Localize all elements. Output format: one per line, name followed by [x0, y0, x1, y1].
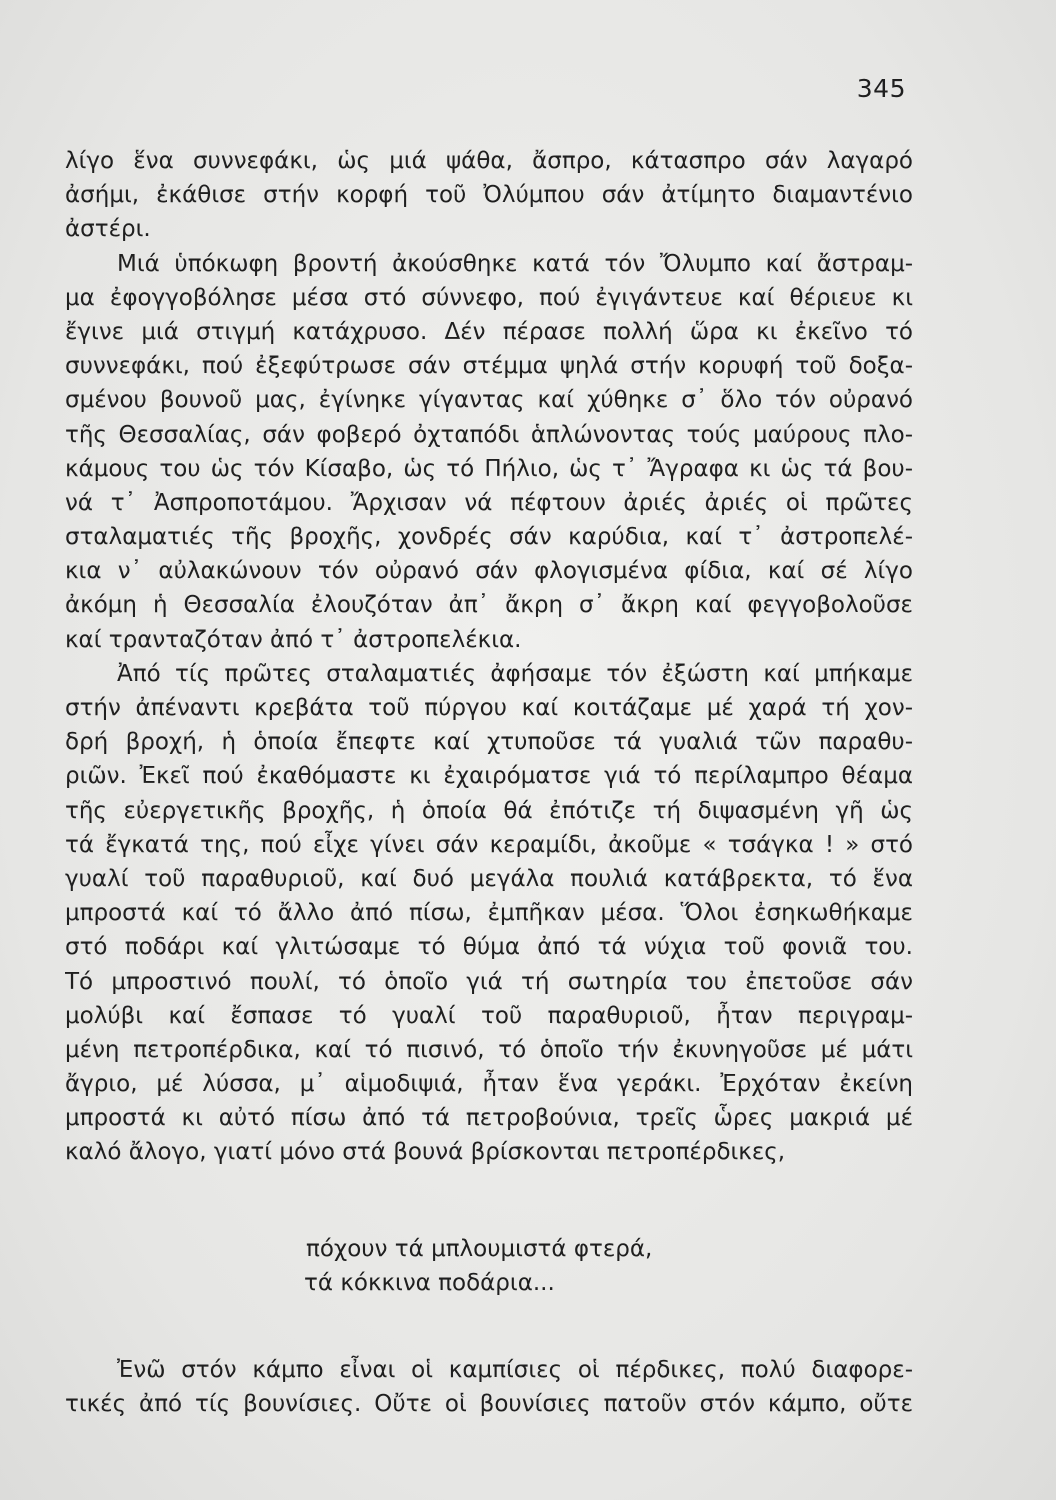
text-line: σμένου βουνοῦ μας, ἐγίνηκε γίγαντας καί χύθηκε σ᾽ ὅλο τόν οὐρανό [65, 387, 913, 414]
text-line: καλό ἄλογο, γιατί μόνο στά βουνά βρίσκονται πετροπέρδικες, [65, 1139, 786, 1166]
text-line: μπροστά καί τό ἄλλο ἀπό πίσω, ἐμπῆκαν μέσα. Ὅλοι ἐσηκωθήκαμε [65, 900, 913, 927]
text-line: μολύβι καί ἔσπασε τό γυαλί τοῦ παραθυριοῦ, ἦταν περιγραμ- [65, 1002, 913, 1029]
main-text-block [65, 144, 913, 1170]
text-line: τῆς Θεσσαλίας, σάν φοβερό ὀχταπόδι ἁπλώνοντας τούς μαύρους πλο- [65, 421, 913, 448]
text-line: ριῶν. Ἐκεῖ πού ἐκαθόμαστε κι ἐχαιρόματσε γιά τό περίλαμπρο θέαμα [65, 763, 913, 790]
text-line: δρή βροχή, ἡ ὁποία ἔπεφτε καί χτυποῦσε τά γυαλιά τῶν παραθυ- [65, 729, 913, 756]
text-line: κια ν᾽ αὐλακώνουν τόν οὐρανό σάν φλογισμένα φίδια, καί σέ λίγο [65, 558, 913, 585]
text-line: ἀσήμι, ἐκάθισε στήν κορφή τοῦ Ὀλύμπου σάν ἀτίμητο διαμαντένιο [65, 182, 913, 209]
text-line: μένη πετροπέρδικα, καί τό πισινό, τό ὁποῖο τήν ἐκυνηγοῦσε μέ μάτι [65, 1036, 913, 1063]
text-line: Τό μπροστινό πουλί, τό ὁποῖο γιά τή σωτηρία του ἐπετοῦσε σάν [65, 968, 913, 995]
closing-paragraph [65, 1353, 913, 1421]
text-line: καί τρανταζόταν ἀπό τ᾽ ἀστροπελέκια. [65, 626, 522, 653]
text-line: λίγο ἕνα συννεφάκι, ὡς μιά ψάθα, ἄσπρο, κάτασπρο σάν λαγαρό [65, 148, 913, 174]
page-number: 345 [856, 74, 906, 103]
text-line: συννεφάκι, πού ἐξεφύτρωσε σάν στέμμα ψηλά στήν κορυφή τοῦ δοξα- [65, 353, 913, 380]
text-line: Ἐνῶ στόν κάμπο εἶναι οἱ καμπίσιες οἱ πέρδικες, πολύ διαφορε- [117, 1357, 913, 1383]
text-line: μα ἐφογγοβόλησε μέσα στό σύννεφο, πού ἐγιγάντευε καί θέριευε κι [65, 284, 913, 311]
text-line: τικές ἀπό τίς βουνίσιες. Οὔτε οἱ βουνίσιες πατοῦν στόν κάμπο, οὔτε [65, 1391, 913, 1418]
verse-block [0, 1232, 1056, 1300]
text-line: στήν ἀπέναντι κρεβάτα τοῦ πύργου καί κοιτάζαμε μέ χαρά τή χον- [65, 695, 913, 721]
text-line: μπροστά κι αὐτό πίσω ἀπό τά πετροβούνια, τρεῖς ὧρες μακριά μέ [65, 1105, 913, 1132]
text-line: στό ποδάρι καί γλιτώσαμε τό θύμα ἀπό τά νύχια τοῦ φονιᾶ του. [65, 934, 913, 961]
text-line: ἄγριο, μέ λύσσα, μ᾽ αἱμοδιψιά, ἦταν ἕνα γεράκι. Ἐρχόταν ἐκείνη [65, 1071, 913, 1098]
verse-line: πόχουν τά μπλουμιστά φτερά, [306, 1236, 653, 1262]
text-line: νά τ᾽ Ἀσπροποτάμου. Ἄρχισαν νά πέφτουν ἀριές ἀριές οἱ πρῶτες [65, 489, 913, 516]
text-line: τά ἔγκατά της, πού εἶχε γίνει σάν κεραμίδι, ἀκοῦμε « τσάγκα ! » στό [65, 831, 913, 858]
text-line: ἀκόμη ἡ Θεσσαλία ἐλουζόταν ἀπ᾽ ἄκρη σ᾽ ἄκρη καί φεγγοβολοῦσε [65, 592, 913, 619]
verse-line: τά κόκκινα ποδάρια... [304, 1270, 555, 1296]
text-line: ἔγινε μιά στιγμή κατάχρυσο. Δέν πέρασε πολλή ὥρα κι ἐκεῖνο τό [65, 318, 913, 345]
text-line: Ἀπό τίς πρῶτες σταλαματιές ἀφήσαμε τόν ἐξώστη καί μπήκαμε [117, 660, 913, 687]
text-line: γυαλί τοῦ παραθυριοῦ, καί δυό μεγάλα πουλιά κατάβρεκτα, τό ἕνα [65, 865, 913, 892]
text-line: σταλαματιές τῆς βροχῆς, χονδρές σάν καρύδια, καί τ᾽ ἀστροπελέ- [65, 524, 913, 551]
text-line: κάμους του ὡς τόν Κίσαβο, ὡς τό Πήλιο, ὡς τ᾽ Ἄγραφα κι ὡς τά βου- [65, 455, 913, 482]
text-line: Μιά ὑπόκωφη βροντή ἀκούσθηκε κατά τόν Ὄλυμπο καί ἄστραμ- [117, 250, 913, 277]
text-line: ἀστέρι. [65, 216, 151, 243]
text-line: τῆς εὐεργετικῆς βροχῆς, ἡ ὁποία θά ἐπότιζε τή διψασμένη γῆ ὡς [65, 797, 913, 824]
